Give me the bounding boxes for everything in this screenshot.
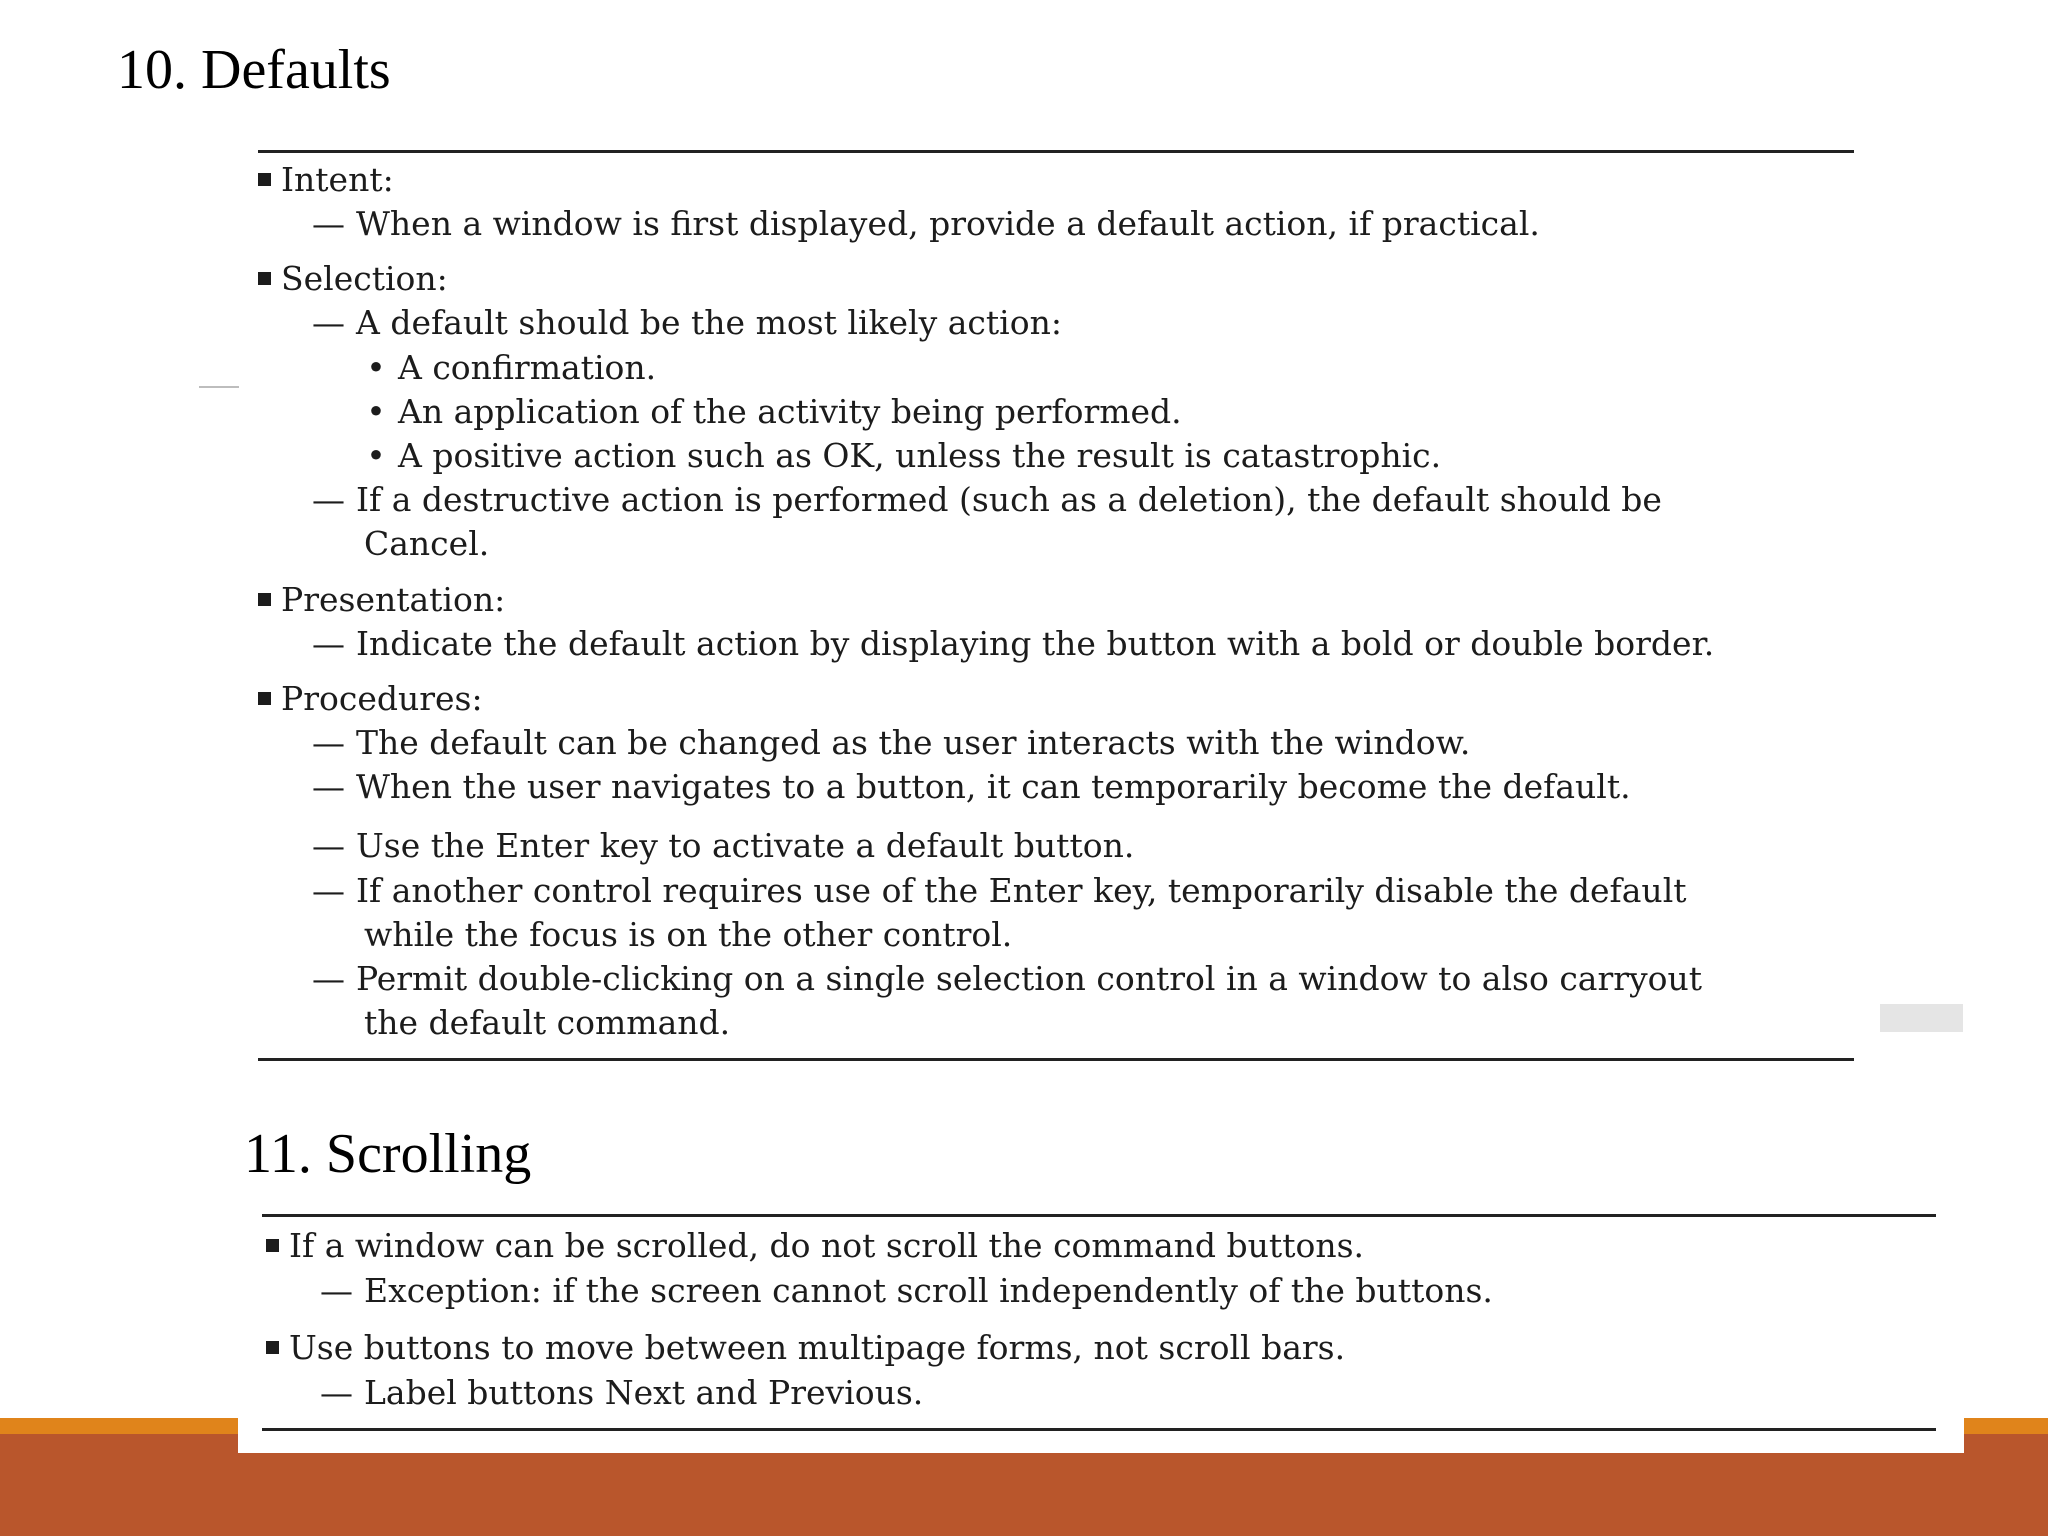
em-dash-icon: —	[312, 303, 345, 342]
bottom-rule	[262, 1428, 1936, 1431]
guideline-text: An application of the activity being performed.	[398, 392, 1182, 431]
guideline-text: Intent:	[281, 160, 394, 199]
em-dash-icon: —	[320, 1271, 353, 1310]
section-defaults-number: 10.	[117, 39, 187, 101]
square-bullet-icon	[258, 692, 271, 705]
guideline-text: Use buttons to move between multipage forms, not scroll bars.	[289, 1328, 1346, 1367]
guideline-text: A confirmation.	[398, 348, 657, 387]
guideline-item	[320, 1271, 1493, 1311]
guideline-text: Cancel.	[364, 524, 490, 563]
dot-bullet-icon: •	[366, 392, 386, 431]
square-bullet-icon	[266, 1341, 279, 1354]
guideline-text: A default should be the most likely action:	[356, 303, 1062, 342]
em-dash-icon: —	[320, 1373, 353, 1412]
guideline-text: while the focus is on the other control.	[364, 915, 1013, 954]
section-defaults-title: Defaults	[201, 39, 391, 101]
guideline-text: Presentation:	[281, 580, 506, 619]
guideline-heading	[258, 580, 505, 620]
guideline-text: If a window can be scrolled, do not scroll the command buttons.	[289, 1226, 1364, 1265]
guideline-heading	[258, 679, 483, 719]
em-dash-icon: —	[312, 826, 345, 865]
dot-bullet-icon: •	[366, 348, 386, 387]
guideline-heading	[266, 1328, 1345, 1368]
em-dash-icon: —	[312, 624, 345, 663]
guideline-text: Procedures:	[281, 679, 483, 718]
guideline-text: When a window is first displayed, provide a default action, if practical.	[356, 204, 1540, 243]
guideline-heading	[258, 160, 394, 200]
defaults-guidelines-block	[258, 140, 1930, 1070]
square-bullet-icon	[258, 593, 271, 606]
square-bullet-icon	[266, 1239, 279, 1252]
guideline-text: the default command.	[364, 1003, 731, 1042]
bottom-rule	[258, 1058, 1854, 1061]
top-rule	[262, 1214, 1936, 1217]
guideline-item	[312, 723, 1470, 763]
guideline-text: Indicate the default action by displaying the button with a bold or double border.	[356, 624, 1715, 663]
section-scrolling-number: 11.	[244, 1123, 312, 1185]
guideline-item	[312, 871, 1687, 911]
guideline-continuation	[364, 524, 489, 564]
guideline-bullet	[364, 436, 1441, 476]
guideline-continuation	[364, 915, 1012, 955]
guideline-item	[312, 624, 1714, 664]
guideline-item	[312, 303, 1062, 343]
em-dash-icon: —	[312, 723, 345, 762]
guideline-text: Use the Enter key to activate a default button.	[356, 826, 1135, 865]
guideline-bullet	[364, 348, 656, 388]
guideline-item	[312, 826, 1134, 866]
em-dash-icon: —	[312, 871, 345, 910]
guideline-heading	[258, 259, 448, 299]
guideline-text: Permit double-clicking on a single selection control in a window to also carryout	[356, 959, 1703, 998]
em-dash-icon: —	[312, 959, 345, 998]
guideline-bullet	[364, 392, 1182, 432]
guideline-item	[312, 767, 1631, 807]
stray-mark	[199, 386, 239, 388]
guideline-heading	[266, 1226, 1364, 1266]
guideline-continuation	[364, 1003, 730, 1043]
scrolling-guidelines-block	[238, 1208, 1964, 1453]
section-scrolling-title: Scrolling	[325, 1123, 532, 1185]
guideline-text: When the user navigates to a button, it can temporarily become the default.	[356, 767, 1631, 806]
section-defaults-heading	[117, 39, 391, 101]
guideline-text: The default can be changed as the user interacts with the window.	[356, 723, 1471, 762]
guideline-text: A positive action such as OK, unless the result is catastrophic.	[398, 436, 1442, 475]
guideline-text: Selection:	[281, 259, 448, 298]
square-bullet-icon	[258, 272, 271, 285]
guideline-item	[312, 959, 1702, 999]
scan-artifact	[1880, 1004, 1963, 1032]
guideline-text: If another control requires use of the Enter key, temporarily disable the default	[356, 871, 1687, 910]
dot-bullet-icon: •	[366, 436, 386, 475]
section-scrolling-heading	[244, 1123, 532, 1185]
top-rule	[258, 150, 1854, 153]
guideline-item	[320, 1373, 923, 1413]
guideline-text: Exception: if the screen cannot scroll independently of the buttons.	[364, 1271, 1493, 1310]
guideline-text: Label buttons Next and Previous.	[364, 1373, 924, 1412]
guideline-item	[312, 204, 1540, 244]
guideline-item	[312, 480, 1662, 520]
square-bullet-icon	[258, 173, 271, 186]
em-dash-icon: —	[312, 204, 345, 243]
em-dash-icon: —	[312, 767, 345, 806]
em-dash-icon: —	[312, 480, 345, 519]
guideline-text: If a destructive action is performed (such as a deletion), the default should be	[356, 480, 1662, 519]
